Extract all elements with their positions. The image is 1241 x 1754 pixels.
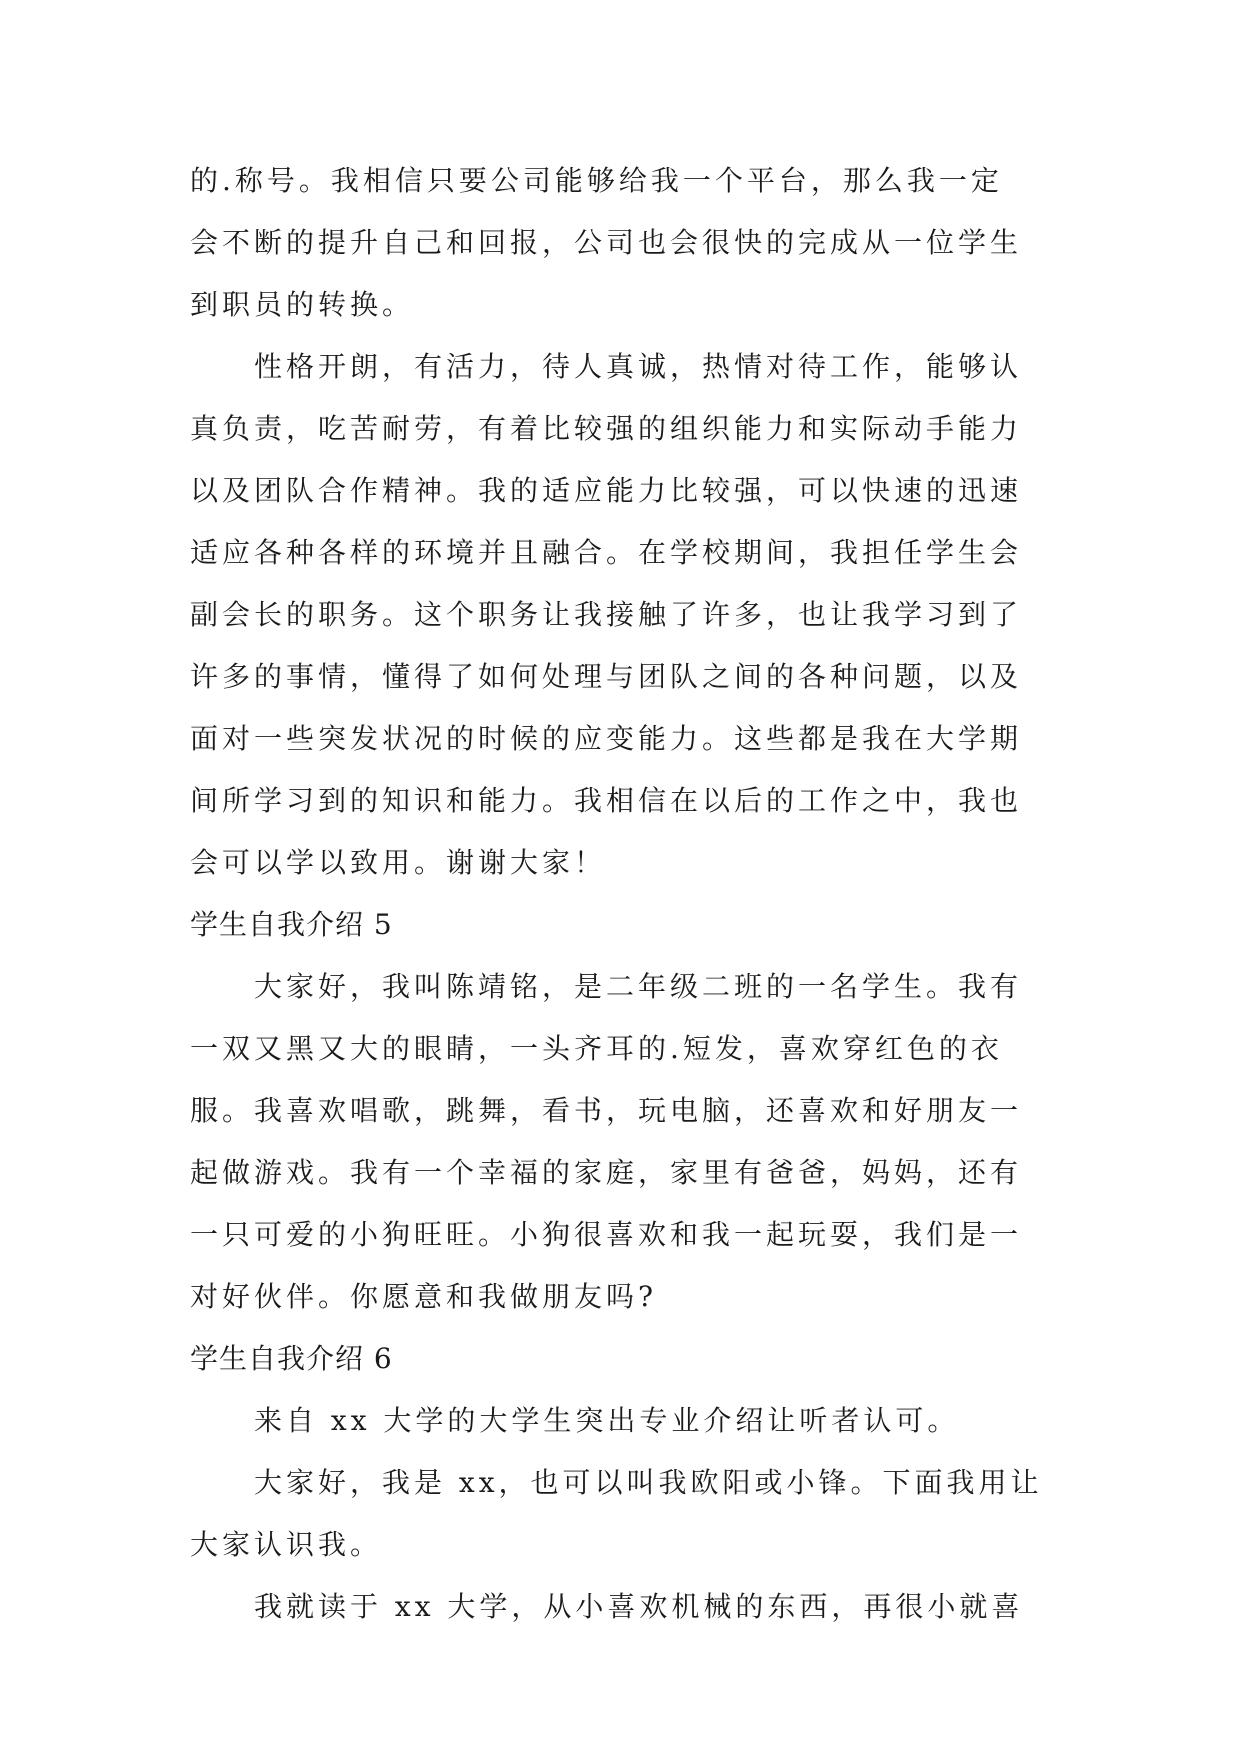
text-line: 以及团队合作精神。我的适应能力比较强，可以快速的迅速 xyxy=(190,474,1023,507)
text-line: 起做游戏。我有一个幸福的家庭，家里有爸爸，妈妈，还有 xyxy=(190,1156,1023,1189)
section-heading: 学生自我介绍 5 xyxy=(190,908,393,941)
text-line: 大家认识我。 xyxy=(190,1528,383,1561)
paragraph-first-line: 来自 xx 大学的大学生突出专业介绍让听者认可。 xyxy=(254,1404,960,1437)
text-line: 适应各种各样的环境并且融合。在学校期间，我担任学生会 xyxy=(190,536,1023,569)
paragraph-first-line: 大家好，我叫陈靖铭，是二年级二班的一名学生。我有 xyxy=(254,970,1023,1003)
text-line: 服。我喜欢唱歌，跳舞，看书，玩电脑，还喜欢和好朋友一 xyxy=(190,1094,1023,1127)
text-line: 间所学习到的知识和能力。我相信在以后的工作之中，我也 xyxy=(190,784,1023,817)
text-line: 对好伙伴。你愿意和我做朋友吗? xyxy=(190,1280,658,1313)
text-line: 一双又黑又大的眼睛，一头齐耳的.短发，喜欢穿红色的衣 xyxy=(190,1032,1003,1065)
text-line: 面对一些突发状况的时候的应变能力。这些都是我在大学期 xyxy=(190,722,1023,755)
text-line: 一只可爱的小狗旺旺。小狗很喜欢和我一起玩耍，我们是一 xyxy=(190,1218,1023,1251)
text-line: 的.称号。我相信只要公司能够给我一个平台，那么我一定 xyxy=(190,164,1003,197)
text-line: 到职员的转换。 xyxy=(190,288,415,321)
text-line: 真负责，吃苦耐劳，有着比较强的组织能力和实际动手能力 xyxy=(190,412,1023,445)
paragraph-first-line: 我就读于 xx 大学，从小喜欢机械的东西，再很小就喜 xyxy=(254,1590,1024,1623)
paragraph-first-line: 性格开朗，有活力，待人真诚，热情对待工作，能够认 xyxy=(254,350,1023,383)
paragraph-first-line: 大家好，我是 xx，也可以叫我欧阳或小锋。下面我用让 xyxy=(254,1466,1043,1499)
text-line: 副会长的职务。这个职务让我接触了许多，也让我学习到了 xyxy=(190,598,1023,631)
text-line: 许多的事情，懂得了如何处理与团队之间的各种问题，以及 xyxy=(190,660,1023,693)
document-page xyxy=(190,150,1052,1638)
text-line: 会不断的提升自己和回报，公司也会很快的完成从一位学生 xyxy=(190,226,1023,259)
text-line: 会可以学以致用。谢谢大家！ xyxy=(190,846,607,879)
section-heading: 学生自我介绍 6 xyxy=(190,1342,393,1375)
